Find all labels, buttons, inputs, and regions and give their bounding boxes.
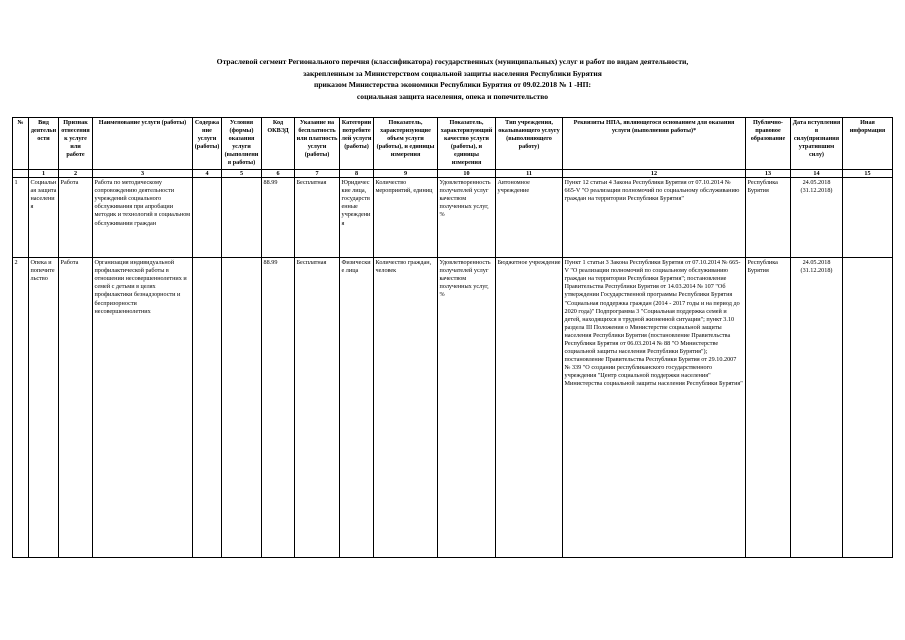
public-entity: Республика Бурятия [746, 178, 791, 258]
header-cell: Реквизиты НПА, являющегося основанием для оказания услуги (выполнения работы)* [563, 118, 746, 170]
services-table [12, 117, 893, 558]
header-cell: Категории потребителей услуги (работы) [340, 118, 374, 170]
column-number: 13 [746, 169, 791, 178]
column-number: 4 [193, 169, 222, 178]
header-cell: Вид деятельности [29, 118, 59, 170]
title-line-4: социальная защита населения, опека и попечительство [356, 91, 549, 101]
consumer-category: Юридические лица, государственные учреждения [340, 178, 374, 258]
title-line-1: Отраслевой сегмент Регионального перечня (классификатора) государственных (муниципальных) услуг и работ по видам деятельности, [216, 57, 689, 66]
service-name: Организация индивидуальной профилактической работы в отношении несовершеннолетних и семей с детьми в целях профилактики безнадзорности и беспризорности несовершеннолетних [93, 258, 193, 558]
title-line-3: приказом Министерства экономики Республики Бурятия от 09.02.2018 № 1 -НП: [313, 80, 592, 90]
table-row [13, 178, 893, 258]
column-number: 8 [340, 169, 374, 178]
activity-type: Опека и попечительство [29, 258, 59, 558]
effective-date: 24.05.2018 (31.12.2018) [791, 178, 843, 258]
effective-date: 24.05.2018 (31.12.2018) [791, 258, 843, 558]
column-number: 11 [496, 169, 563, 178]
header-cell: № [13, 118, 29, 170]
row-number: 2 [13, 258, 29, 558]
service-content [193, 178, 222, 258]
consumer-category: Физические лица [340, 258, 374, 558]
column-number: 12 [563, 169, 746, 178]
column-number: 2 [59, 169, 93, 178]
legal-basis: Пункт 1 статьи 3 Закона Республики Бурятия от 07.10.2014 № 665-V "О реализации полномочий по социальному обслуживанию граждан на территории Республики Бурятия"; постановление Правительства Республики Бурятия от 14.03.2014 № 107 "Об утверждении Государственной программы Республики Бурятия "Социальная поддержка граждан (2014 - 2017 годы и на период до 2020 года)" Подпрограмма 3 "Социальная поддержка семей и детей, находящихся в трудной жизненной ситуации"; пункт 3.10 раздела III Положения о Министерстве социальной защиты населения Республики Бурятия (постановление Правительства Республики Бурятия от 06.03.2014 № 88 "О Министерстве социальной защиты населения Республики Бурятия"); постановление Правительства Республики Бурятия от 29.10.2007 № 339 "О создании республиканского государственного учреждения "Центр социальной поддержки населения" Министерства социальной защиты населения Республики Бурятия" [563, 258, 746, 558]
column-number-row [13, 169, 893, 178]
other-info [843, 258, 893, 558]
header-cell: Тип учреждения, оказывающего услугу (выполняющего работу) [496, 118, 563, 170]
column-number: 1 [29, 169, 59, 178]
service-name: Работа по методическому сопровождению деятельности учреждений социального обслуживания при апробации методик и технологий в социальном обслуживании граждан [93, 178, 193, 258]
header-cell: Содержание услуги (работы) [193, 118, 222, 170]
service-content [193, 258, 222, 558]
service-or-work: Работа [59, 178, 93, 258]
quality-indicator: Удовлетворенность получателей услуг качеством полученных услуг, % [438, 178, 496, 258]
row-number: 1 [13, 178, 29, 258]
header-cell: Указание на бесплатность или платность услуги (работы) [295, 118, 340, 170]
volume-indicator: Количество граждан, человек [374, 258, 438, 558]
public-entity: Республика Бурятия [746, 258, 791, 558]
title-line-2: закрепленным за Министерством социальной защиты населения Республики Бурятия [303, 68, 602, 78]
institution-type: Бюджетное учреждение [496, 258, 563, 558]
column-number [13, 169, 29, 178]
header-cell: Признак отнесения к услуге или работе [59, 118, 93, 170]
header-cell: Иная информация [843, 118, 893, 170]
column-number: 3 [93, 169, 193, 178]
header-cell: Наименование услуги (работы) [93, 118, 193, 170]
service-or-work: Работа [59, 258, 93, 558]
column-number: 15 [843, 169, 893, 178]
column-number: 6 [262, 169, 295, 178]
column-number: 10 [438, 169, 496, 178]
free-or-paid: Бесплатная [295, 258, 340, 558]
quality-indicator: Удовлетворенность получателей услуг качеством полученных услуг, % [438, 258, 496, 558]
okved-code: 88.99 [262, 258, 295, 558]
table-row [13, 258, 893, 558]
header-cell: Показатель, характеризующие объем услуги (работы), и единицы измерения [374, 118, 438, 170]
volume-indicator: Количество мероприятий, единиц [374, 178, 438, 258]
free-or-paid: Бесплатная [295, 178, 340, 258]
header-cell: Публично-правовое образование [746, 118, 791, 170]
service-conditions [222, 178, 262, 258]
column-number: 14 [791, 169, 843, 178]
institution-type: Автономное учреждение [496, 178, 563, 258]
document-title [0, 56, 905, 102]
header-row [13, 118, 893, 170]
header-cell: Показатель, характеризующий качество услуги (работы), и единицы измерения [438, 118, 496, 170]
column-number: 9 [374, 169, 438, 178]
header-cell: Дата вступления в силу(признания утратившим силу) [791, 118, 843, 170]
legal-basis: Пункт 12 статьи 4 Закона Республики Бурятия от 07.10.2014 № 665-V "О реализации полномочий по социальному обслуживанию граждан на территории Республики Бурятия" [563, 178, 746, 258]
activity-type: Социальная защита населения [29, 178, 59, 258]
header-cell: Код ОКВЭД [262, 118, 295, 170]
column-number: 5 [222, 169, 262, 178]
okved-code: 88.99 [262, 178, 295, 258]
header-cell: Условия (формы) оказания услуги (выполнения работы) [222, 118, 262, 170]
other-info [843, 178, 893, 258]
service-conditions [222, 258, 262, 558]
column-number: 7 [295, 169, 340, 178]
